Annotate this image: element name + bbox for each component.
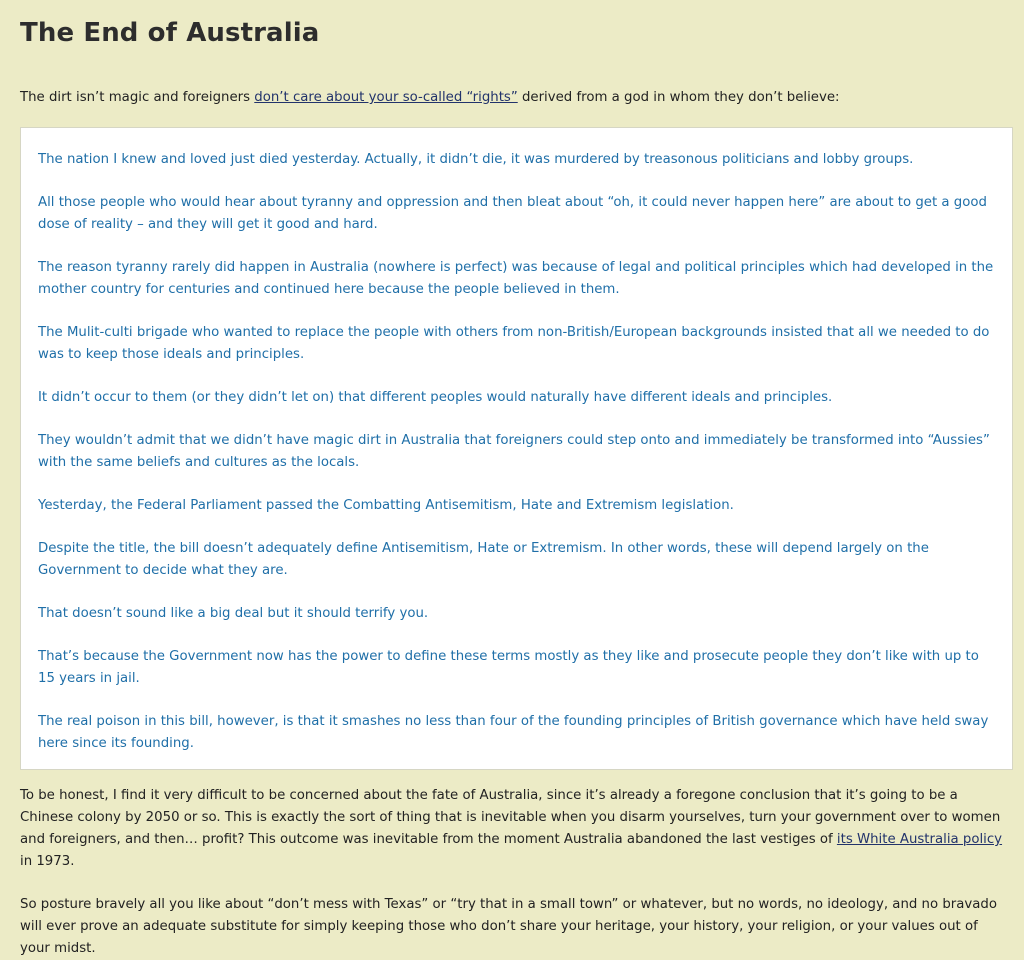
quote-paragraph: Yesterday, the Federal Parliament passed the Combatting Antisemitism, Hate and Extremism legislation. bbox=[38, 498, 734, 513]
intro-text-before: The dirt isn’t magic and foreigners bbox=[20, 90, 255, 105]
quote-paragraph: The real poison in this bill, however, is that it smashes no less than four of the founding principles of British governance which have held sway here since its founding. bbox=[38, 714, 989, 751]
quote-paragraph: The nation I knew and loved just died yesterday. Actually, it didn’t die, it was murdered by treasonous politicians and lobby groups. bbox=[38, 152, 914, 167]
quote-paragraph: That’s because the Government now has the power to define these terms mostly as they like and prosecute people they don’t like with up to 15 years in jail. bbox=[38, 649, 979, 686]
quote-paragraph: That doesn’t sound like a big deal but it should terrify you. bbox=[38, 606, 429, 621]
blockquote bbox=[20, 127, 1013, 770]
quote-paragraph: The Mulit-culti brigade who wanted to replace the people with others from non-British/European backgrounds insisted that all we needed to do was to keep those ideals and principles. bbox=[38, 325, 990, 362]
post-title: The End of Australia bbox=[20, 18, 320, 48]
intro-text-after: derived from a god in whom they don’t believe: bbox=[517, 90, 840, 105]
white-australia-policy-link[interactable]: its White Australia policy bbox=[836, 832, 1003, 847]
quote-paragraph: They wouldn’t admit that we didn’t have magic dirt in Australia that foreigners could step onto and immediately be transformed into “Aussies” with the same beliefs and cultures as the locals. bbox=[38, 433, 990, 470]
quote-paragraph: All those people who would hear about tyranny and oppression and then bleat about “oh, it could never happen here” are about to get a good dose of reality – and they will get it good and hard. bbox=[38, 195, 987, 232]
honest-text-before: To be honest, I find it very difficult to be concerned about the fate of Australia, since it’s already a foregone conclusion that it’s going to be a Chinese colony by 2050 or so. This is exactly the sort of thing that is inevitable when you disarm yourselves, turn your government over to women and foreigners, and then… profit? This outcome was inevitable from the moment Australia abandoned the last vestiges of bbox=[20, 788, 1001, 847]
quote-paragraph: Despite the title, the bill doesn’t adequately define Antisemitism, Hate or Extremism. In other words, these will depend largely on the Government to decide what they are. bbox=[38, 541, 929, 578]
body-paragraph-posture: So posture bravely all you like about “don’t mess with Texas” or “try that in a small town” or whatever, but no words, no ideology, and no bravado will ever prove an adequate substitute for simply keeping those who don’t share your heritage, your history, your religion, or your values out of your midst. bbox=[20, 897, 997, 956]
quote-paragraph: It didn’t occur to them (or they didn’t let on) that different peoples would naturally have different ideals and principles. bbox=[38, 390, 833, 405]
rights-link[interactable]: don’t care about your so-called “rights” bbox=[254, 90, 518, 105]
body-paragraph-honest bbox=[20, 785, 1004, 873]
intro-paragraph bbox=[20, 87, 1004, 109]
honest-text-after: in 1973. bbox=[20, 854, 75, 869]
quote-paragraph: The reason tyranny rarely did happen in Australia (nowhere is perfect) was because of legal and political principles which had developed in the mother country for centuries and continued here because the people believed in them. bbox=[38, 260, 994, 297]
